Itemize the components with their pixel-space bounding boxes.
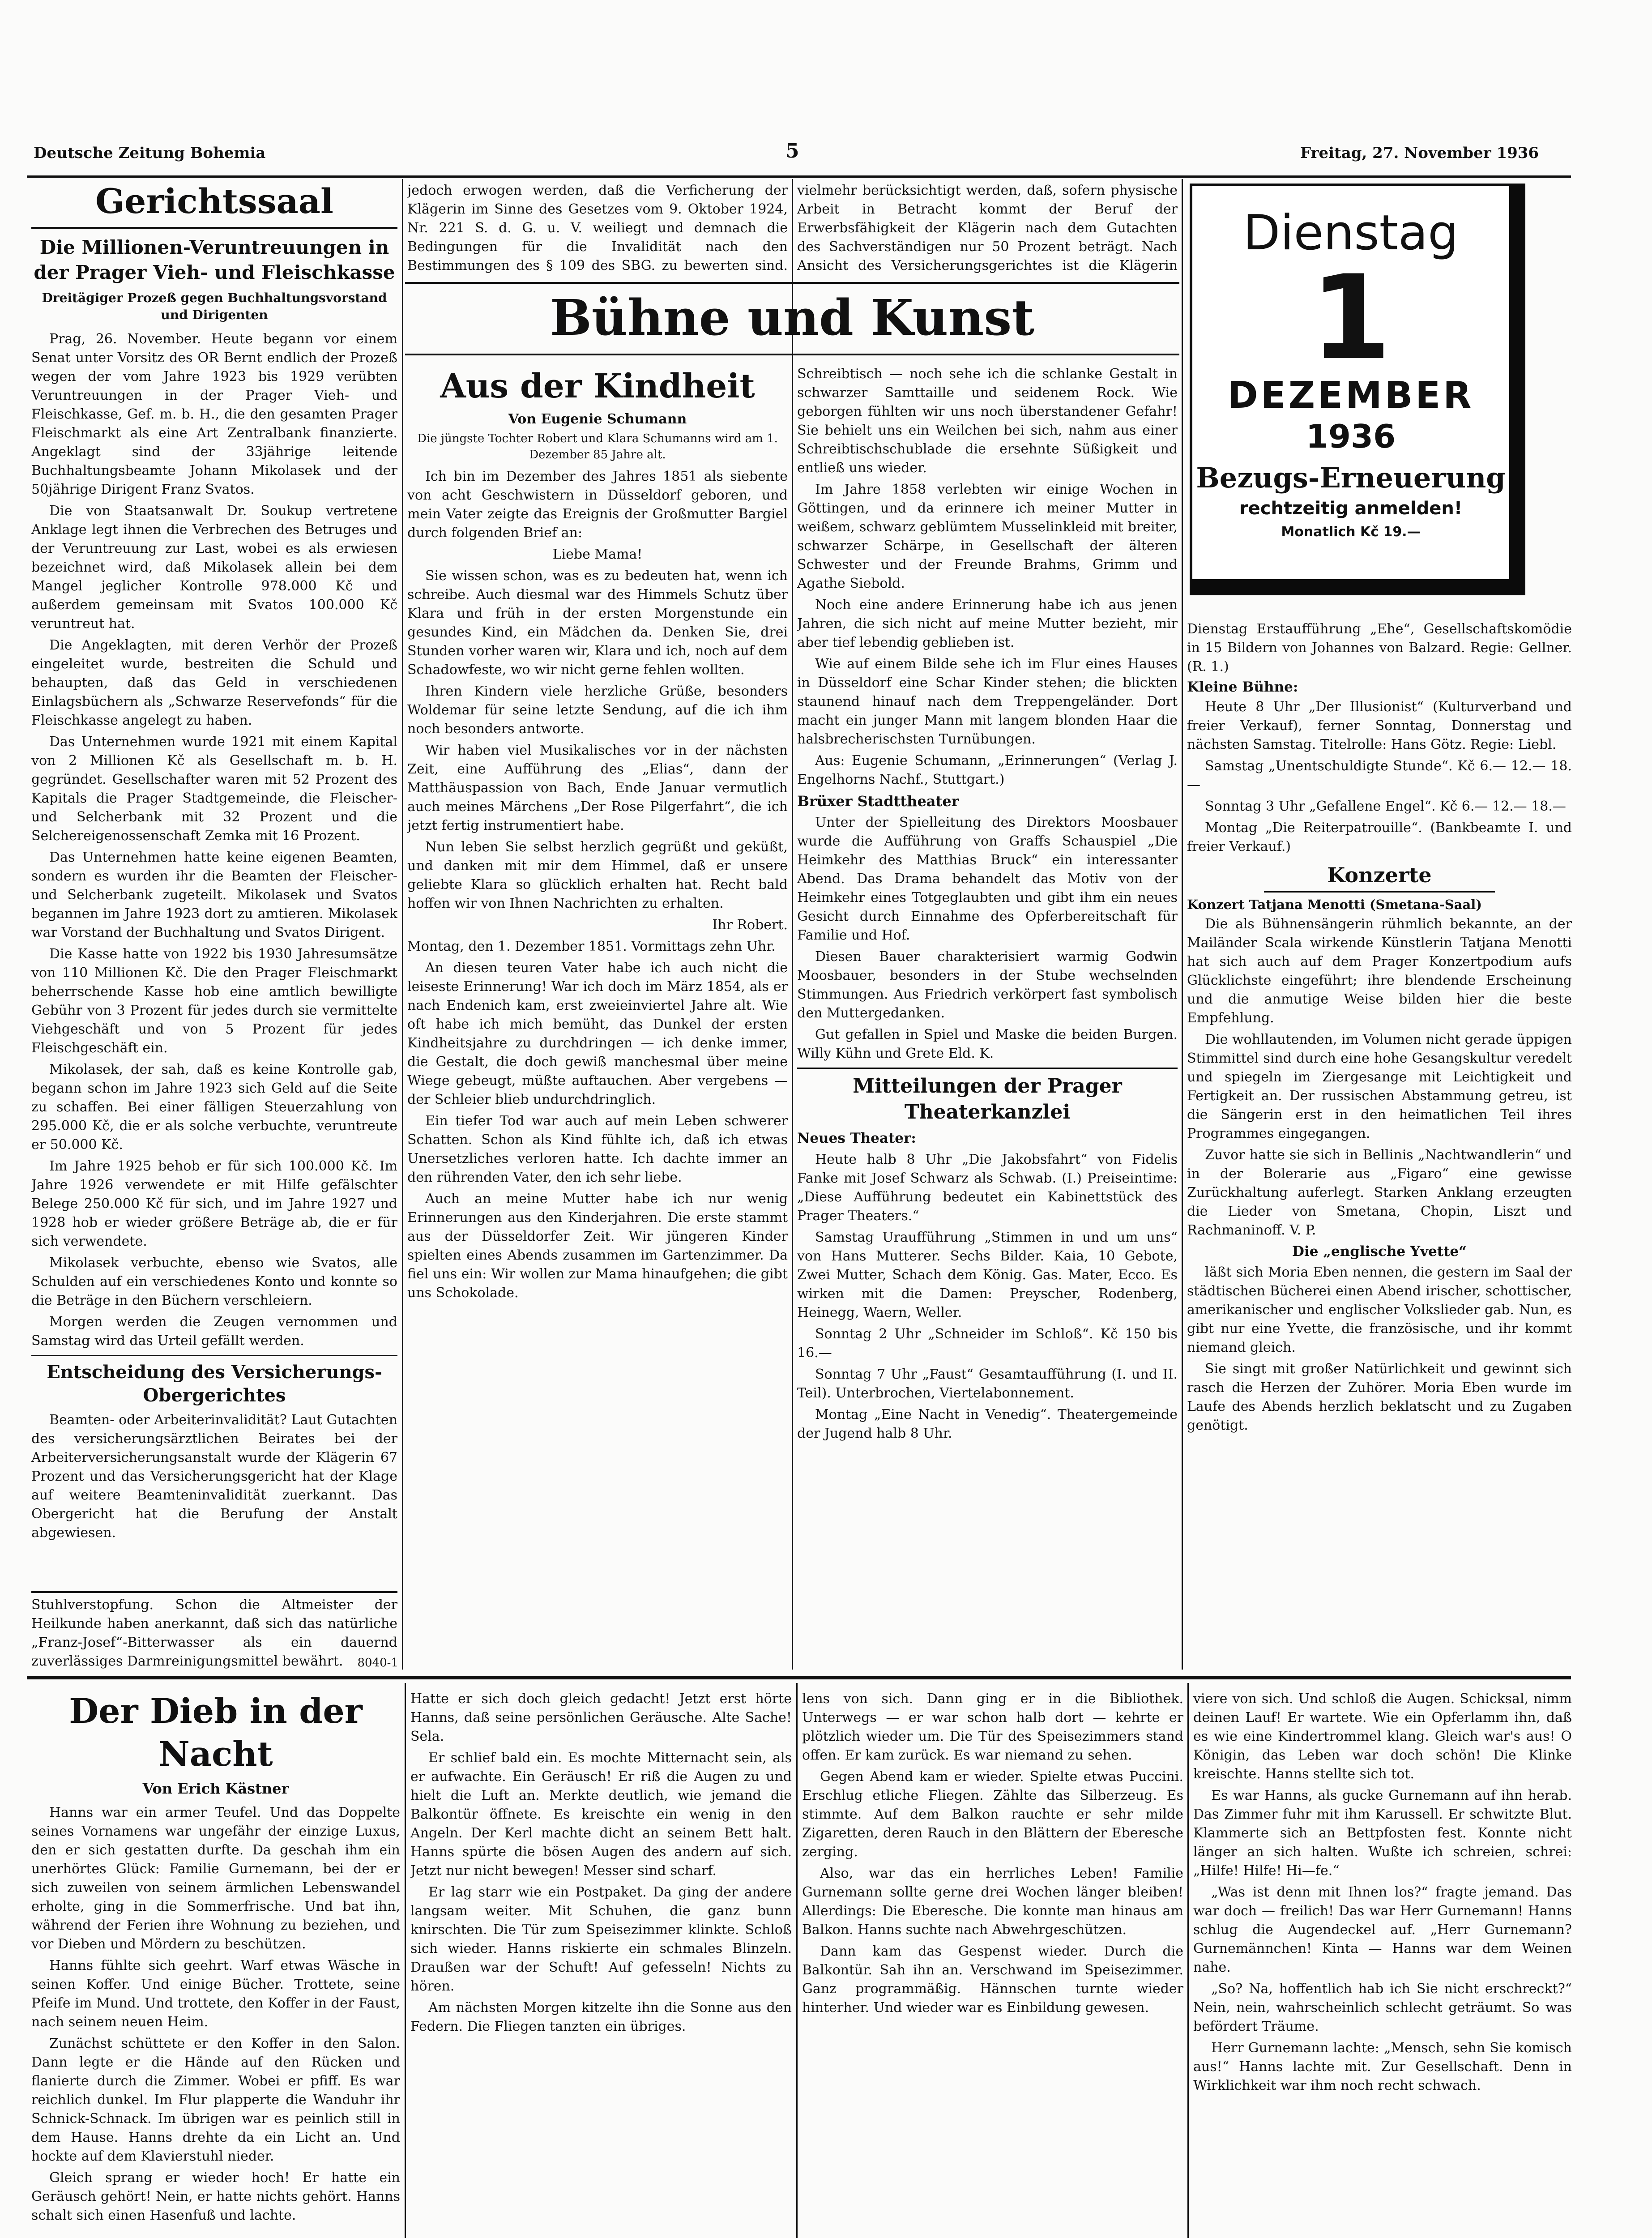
paragraph: Sonntag 7 Uhr „Faust“ Gesamtaufführung (I. und II. Teil). Unterbrochen, Viertelabonnement. <box>797 1367 1178 1401</box>
paragraph: Wie auf einem Bilde sehe ich im Flur eines Hauses in Düsseldorf eine Schar Kinder stehen; die blickten staunend hinauf nach dem Treppengeländer. Dort macht ein junger Mann mit langem blonden Haar die halsbrecherischsten Turnübungen. <box>797 656 1178 747</box>
insurance-headline: Entscheidung des Versicherungs-Obergerichtes <box>47 1362 382 1406</box>
paragraph: Hanns war ein armer Teufel. Und das Doppelte seines Vornamens war ungefähr der einzige Luxus, den er sich gestatten durfte. Da geschah ihm ein unerhörtes Glück: Familie Gurnemann, bei der er sich zuweilen von seinem ärmlichen Lebenswandel erholte, ging in die Sommerfrische. Und bat ihn, während der Ferien ihre Wohnung zu beziehen, und vor Dieben und Mördern zu beschützen. <box>31 1805 400 1952</box>
ad-day-number: 1 <box>1310 251 1392 386</box>
feuilleton-rule <box>27 1676 1571 1679</box>
paragraph: Mikolasek, der sah, daß es keine Kontrolle gab, begann schon im Jahre 1923 sich Geld auf die Seite zu schaffen. Bei einer fälligen Steuerzahlung von 295.000 Kč, die er als solche verbuchte, veruntreute er 50.000 Kč. <box>31 1062 397 1153</box>
court-section-title: Gerichtssaal <box>95 181 333 221</box>
column-divider <box>792 179 793 1670</box>
childhood-body <box>407 467 788 1303</box>
advert-notice-code: 8040-1 <box>357 1656 398 1670</box>
story-body-one <box>31 1803 400 2225</box>
insurance-article-body <box>31 1411 397 1542</box>
paragraph: Die Kasse hatte von 1922 bis 1930 Jahresumsätze von 110 Millionen Kč. Die den Prager Fleischmarkt beherrschende Kasse hob eine amtlich bewilligte Gebühr von 3 Prozent für jedes durch sie vermittelte Viehgeschäft und von 5 Prozent für jedes Fleischgeschäft ein. <box>31 946 397 1056</box>
paragraph: Aus: Eugenie Schumann, „Erinnerungen“ (Verlag J. Engelhorns Nachf., Stuttgart.) <box>797 753 1178 787</box>
header-paper-name: Deutsche Zeitung Bohemia <box>34 144 266 162</box>
banner-rule-top <box>405 282 1179 284</box>
section-rule <box>31 1355 397 1356</box>
paragraph: Ihr Robert. <box>712 917 788 933</box>
paragraph: Ein tiefer Tod war auch auf mein Leben schwerer Schatten. Schon als Kind fühlte ich, daß ich etwas Unersetzliches verloren hatte. Ich dachte immer an den rührenden Vater, den ich sehr liebe. <box>407 1113 788 1185</box>
paragraph: lens von sich. Dann ging er in die Bibliothek. Unterwegs — er war schon halb dort — kehrte er plötzlich wieder um. Die Tür des Speisezimmers stand offen. Er kam zurück. Es war niemand zu sehen. <box>802 1691 1183 1763</box>
small-stage-title: Kleine Bühne: <box>1187 679 1298 695</box>
paragraph: Sie singt mit großer Natürlichkeit und gewinnt sich rasch die Herzen der Zuhörer. Moria Eben wurde im Laufe des Abends herzlich beklatscht und zu Zugaben genötigt. <box>1187 1361 1572 1433</box>
theatre-office-title: Mitteilungen der Prager Theaterkanzlei <box>853 1075 1122 1123</box>
court-headline: Die Millionen-Veruntreuungen in der Prager Vieh- und Fleischkasse <box>34 236 395 283</box>
column-divider <box>402 179 403 1670</box>
paragraph: Also, war das ein herrliches Leben! Familie Gurnemann sollte gerne drei Wochen länger bleiben! Allerdings: Die Eberesche. Die konnte man hinaus am Balkon. Hanns suchte nach Abwehrgeschützen. <box>802 1866 1183 1938</box>
header-rule <box>27 175 1571 178</box>
ad-price: Monatlich Kč 19.— <box>1281 524 1421 540</box>
paragraph: Sonntag 2 Uhr „Schneider im Schloß“. Kč 150 bis 16.— <box>797 1326 1178 1361</box>
subscription-ad-inner <box>1190 184 1512 582</box>
paragraph: Gut gefallen in Spiel und Maske die beiden Burgen. Willy Kühn und Grete Eld. K. <box>797 1027 1178 1061</box>
childhood-continuation <box>797 365 1178 789</box>
paragraph: Samstag Uraufführung „Stimmen in und um uns“ von Hans Mutterer. Sechs Bilder. Kaia, 10 Gebote, Zwei Mutter, Schach dem König. Gas. Mater, Ecco. Es wirken mit die Damen: Preyscher, Rodenberg, Heinegg, Waern, Weller. <box>797 1230 1178 1320</box>
subscription-ad <box>1190 184 1525 595</box>
paragraph: Montag, den 1. Dezember 1851. Vormittags zehn Uhr. <box>407 939 776 954</box>
paragraph: Ich bin im Dezember des Jahres 1851 als siebente von acht Geschwistern in Düsseldorf geboren, und mein Vater zeigte das Ereignis der Großmutter Bargiel durch folgenden Brief an: <box>407 469 788 541</box>
paragraph: Samstag „Unentschuldigte Stunde“. Kč 6.— 12.— 18.— <box>1187 758 1572 793</box>
notice-rule <box>31 1591 397 1593</box>
yvette-title: Die „englische Yvette“ <box>1292 1243 1467 1260</box>
paragraph: Mikolasek verbuchte, ebenso wie Svatos, alle Schulden auf ein verschiedenes Konto und konnte so die Beträge in den Büchern verschleiern. <box>31 1255 397 1308</box>
paragraph: Er lag starr wie ein Postpaket. Da ging der andere langsam weiter. Mit Schuhen, die ganz bunn knirschten. Die Tür zum Speisezimmer klinkte. Schloß sich wieder. Hanns riskierte ein schmales Blinzeln. Draußen war der Schuft! Auf gefesseln! Nichts zu hören. <box>410 1884 792 1994</box>
arts-column-four <box>1187 620 1572 1670</box>
column-divider <box>1187 1683 1189 2238</box>
paragraph: Wir haben viel Musikalisches vor in der nächsten Zeit, eine Aufführung des „Elias“, dann der Matthäuspassion von Bach, Ende Januar vermutlich auch meines Märchens „Der Rose Pilgerfahrt“, die ich jetzt fertig instrumentiert habe. <box>407 743 788 833</box>
paragraph: Heute 8 Uhr „Der Illusionist“ (Kulturverband und freier Verkauf), ferner Sonntag, Donnerstag und nächsten Samstag. Titelrolle: Hans Götz. Regie: Liebl. <box>1187 699 1572 752</box>
paragraph: Hanns fühlte sich geehrt. Warf etwas Wäsche in seinen Koffer. Und einige Bücher. Trottete, seine Pfeife im Mund. Und trottete, den Koffer in der Faust, nach seinem neuen Heim. <box>31 1958 400 2030</box>
childhood-byline: Von Eugenie Schumann <box>508 411 687 427</box>
paragraph: Dienstag Erstaufführung „Ehe“, Gesellschaftskomödie in 15 Bildern von Johannes von Balzard. Regie: Gellner. (R. 1.) <box>1187 621 1572 675</box>
section-rule <box>797 1068 1178 1069</box>
paragraph: Unter der Spielleitung des Direktors Moosbauer wurde die Aufführung von Graffs Schauspiel „Die Heimkehr des Matthias Bruck“ ein interessanter Abend. Das Drama behandelt das Motiv von der Heimkehr eines Totgeglaubten und gibt ihm ein neues Gesicht durch Einnahme des Opferbereitschaft für Familie und Hof. <box>797 815 1178 943</box>
concert-body <box>1187 915 1572 1240</box>
childhood-title: Aus der Kindheit <box>440 367 755 406</box>
ad-year: 1936 <box>1306 418 1396 455</box>
paragraph: Im Jahre 1925 behob er für sich 100.000 Kč. Im Jahre 1926 verwendete er mit Hilfe gefälschter Belege 250.000 Kč für sich, und im Jahre 1927 und 1928 hob er wieder größere Beträge ab, die er für sich verwendete. <box>31 1158 397 1249</box>
concert-subtitle: Konzert Tatjana Menotti (Smetana-Saal) <box>1187 897 1482 912</box>
paragraph: Diesen Bauer charakterisiert warmig Godwin Moosbauer, besonders in der Stube wechselnden Stimmungen. Aus Friedrich verkörpert fast symbolisch den Muttergedanken. <box>797 949 1178 1021</box>
ad-register: rechtzeitig anmelden! <box>1239 498 1463 519</box>
paragraph: Die wohllautenden, im Volumen nicht gerade üppigen Stimmittel sind durch eine hohe Gesangskultur veredelt und spiegeln im Ziergesange mit Leichtigkeit und Fertigkeit an. Der russischen Abstammung getreu, ist die Sängerin erst in den heimatlichen Teil ihres Programmes eingegangen. <box>1187 1032 1572 1141</box>
ad-renewal: Bezugs-Erneuerung <box>1196 461 1506 494</box>
court-subheadline: Dreitägiger Prozeß gegen Buchhaltungsvorstand und Dirigenten <box>42 290 387 322</box>
paragraph: An diesen teuren Vater habe ich auch nicht die leiseste Erinnerung! War ich doch im März 1854, als er nach Endenich kam, erst zweieinviertel Jahre alt. Wie oft habe ich mich bemüht, das Dunkel der ersten Kindheitsjahre zu durchdringen — ich denke immer, die Gestalt, die doch gewiß manchesmal über meine Wiege gebeugt, müßte auftauchen. Aber vergebens — der Schleier blieb undurchdringlich. <box>407 960 788 1107</box>
column-divider <box>405 1683 406 2238</box>
paragraph: Auch an meine Mutter habe ich nur wenig Erinnerungen aus den Kinderjahren. Die erste stammt aus der Düsseldorfer Zeit. Wir jüngeren Kinder spielten eines Abends zusammen im Gartenzimmer. Da fiel uns ein: Wir wollen zur Mama hinaufgehen; die gibt uns Schokolade. <box>407 1191 788 1301</box>
advert-notice-text: Stuhlverstopfung. Schon die Altmeister der Heilkunde haben anerkannt, daß sich das natürliche „Franz-Josef“-Bitterwasser als ein dauernd zuverlässiges Darmreinigungsmittel bewährt. <box>31 1597 397 1669</box>
paragraph: Es war Hanns, als gucke Gurnemann auf ihn herab. Das Zimmer fuhr mit ihm Karussell. Er schwitzte Blut. Klammerte sich an Bettpfosten fest. Konnte nicht länger an sich halten. Wußte ich schreien, schrei: „Hilfe! Hilfe! Hi—fe.“ <box>1193 1788 1572 1879</box>
theatre-office-continuation <box>1187 620 1572 676</box>
paragraph: Heute halb 8 Uhr „Die Jakobsfahrt“ von Fidelis Fanke mit Josef Schwarz als Schwab. (I.) Preiseintime: „Diese Aufführung bedeutet ein Kabinettstück des Prager Theaters.“ <box>797 1152 1178 1224</box>
paragraph: Das Unternehmen hatte keine eigenen Beamten, sondern es wurden ihr die Beamten der Fleischer- und Selcherbank zugeteilt. Mikolasek und Svatos begannen im Jahre 1923 dort zu amtieren. Mikolasek war Vorstand der Buchhaltung und Svatos Dirigent. <box>31 850 397 940</box>
paragraph: Zunächst schüttete er den Koffer in den Salon. Dann legte er die Hände auf den Rücken und flanierte durch die Zimmer. Wobei er pfiff. Es war reichlich dunkel. Im Flur plapperte die Wanduhr ihr Schnick-Schnack. Im übrigen war es peinlich still in dem Hause. Hanns drehte da ein Licht an. Und hockte auf dem Klavierstuhl nieder. <box>31 2036 400 2164</box>
paragraph: „So? Na, hoffentlich hab ich Sie nicht erschreckt?“ Nein, nein, wahrscheinlich schlecht geträumt. So was befördert Träume. <box>1193 1981 1572 2034</box>
paragraph: Die als Bühnensängerin rühmlich bekannte, an der Mailänder Scala wirkende Künstlerin Tatjana Menotti hat sich auch auf dem Prager Konzertpodium aufs Glücklichste eingeführt; ihre blendende Erscheinung und die anmutige Weise bilden hier die beste Empfehlung. <box>1187 916 1572 1026</box>
paragraph: Dann kam das Gespenst wieder. Durch die Balkontür. Sah ihn an. Verschwand im Speisezimmer. Ganz programmäßig. Hännschen turnte wieder hinterher. Und wieder war es Einbildung gewesen. <box>802 1943 1183 2016</box>
paragraph: Herr Gurnemann lachte: „Mensch, sehn Sie komisch aus!“ Hanns lachte mit. Zur Gesellschaft. Denn in Wirklichkeit war ihm noch recht schwach. <box>1193 2040 1572 2093</box>
insurance-continuation-b <box>797 181 1178 275</box>
yvette-body <box>1187 1263 1572 1435</box>
paragraph: „Was ist denn mit Ihnen los?“ fragte jemand. Das war doch — freilich! Das war Herr Gurnemann! Hanns schlug die Augendeckel auf. „Herr Gurnemann? Gurnemännchen! Kinta — Hanns war dem Weinen nahe. <box>1193 1884 1572 1975</box>
story-column-one <box>31 1690 400 2238</box>
brux-theatre-title: Brüxer Stadttheater <box>797 793 959 810</box>
paragraph: Neues Theater: <box>797 1130 916 1146</box>
paragraph: Liebe Mama! <box>552 547 643 562</box>
banner-rule-bottom <box>405 354 1179 355</box>
childhood-article <box>407 365 788 1670</box>
paragraph: jedoch erwogen werden, daß die Verficherung der Klägerin im Sinne des Gesetzes vom 9. Oktober 1924, Nr. 221 S. d. G. u. V. weiliegt und demnach die Bedingungen für die Invalidität nach den Bestimmungen des § 109 des SBG. zu bewerten sind. <box>407 183 788 273</box>
small-stage-body <box>1187 698 1572 856</box>
paragraph: Schreibtisch — noch sehe ich die schlanke Gestalt in schwarzer Samttaille und seidenem Rock. Wie geborgen fühlten wir uns noch überstandener Gefahr! Sie behielt uns ein Weilchen bei sich, nahm aus einer Schreibtischschublade die ersehnte Süßigkeit und entließ uns wieder. <box>797 366 1178 476</box>
column-divider <box>796 1683 798 2238</box>
paragraph: Noch eine andere Erinnerung habe ich aus jenen Jahren, die sich nicht auf meine Mutter bezieht, mir aber tief lebendig geblieben ist. <box>797 597 1178 650</box>
paragraph: Die Angeklagten, mit deren Verhör der Prozeß eingeleitet wurde, bestreiten die Schuld und behaupten, daß das Geld in verschiedenen Einlagsbüchern als „Schwarze Reservefonds“ für die Fleischkasse angelegt zu haben. <box>31 637 397 728</box>
paragraph: Am nächsten Morgen kitzelte ihn die Sonne aus den Federn. Die Fliegen tanzten ein übriges. <box>410 2000 792 2034</box>
paragraph: Morgen werden die Zeugen vernommen und Samstag wird das Urteil gefällt werden. <box>31 1314 397 1349</box>
story-title: Der Dieb in der Nacht <box>69 1691 363 1774</box>
court-section <box>31 181 397 1553</box>
header-date: Freitag, 27. November 1936 <box>1300 144 1539 162</box>
story-byline: Von Erich Kästner <box>142 1780 289 1797</box>
story-column-four <box>1193 1690 1572 2238</box>
paragraph: Gegen Abend kam er wieder. Spielte etwas Puccini. Erschlug etliche Fliegen. Zählte das Silberzeug. Es stimmte. Auf dem Balkon rauchte er sehr milde Zigaretten, deren Rauch in den Blättern der Eberesche zerging. <box>802 1769 1183 1860</box>
paragraph: Montag „Die Reiterpatrouille“. (Bankbeamte I. und freier Verkauf.) <box>1187 820 1572 854</box>
paragraph: Beamten- oder Arbeiterinvalidität? Laut Gutachten des versicherungsärztlichen Beirates bei der Arbeiterversicherungsanstalt wurde der Klägerin 67 Prozent und das Versicherungsgericht hat der Klage auf weitere Beamteninvalidität zuerkannt. Das Obergericht hat die Berufung der Anstalt abgewiesen. <box>31 1412 397 1541</box>
paragraph: viere von sich. Und schloß die Augen. Schicksal, nimm deinen Lauf! Er wartete. Wie ein Opferlamm ihn, daß es wie eine Kindertrommel klang. Gleich war's aus! O Königin, das Leben war doch schön! Die Klinke kreischte. Hanns stellte sich tot. <box>1193 1691 1572 1782</box>
title-rule <box>31 227 397 229</box>
paragraph: Sonntag 3 Uhr „Gefallene Engel“. Kč 6.— 12.— 18.— <box>1205 799 1566 814</box>
advert-notice <box>31 1596 397 1670</box>
paragraph: Sie wissen schon, was es zu bedeuten hat, wenn ich schreibe. Auch diesmal war des Himmels Schutz über Klara und früh in der ersten Morgenstunde ein gesundes Kind, ein Mädchen da. Denken Sie, drei Stunden vorher waren wir, Klara und ich, noch auf dem Schadowfeste, wo wir nicht gerne fehlen wollten. <box>407 568 788 678</box>
story-column-three <box>802 1690 1183 2238</box>
childhood-subtitle: Die jüngste Tochter Robert und Klara Schumanns wird am 1. Dezember 85 Jahre alt. <box>417 432 778 461</box>
paragraph: Das Unternehmen wurde 1921 mit einem Kapital von 2 Millionen Kč als Gesellschaft m. b. H. gegründet. Gesellschafter waren mit 52 Prozent des Kapitals die Prager Stadtgemeinde, die Fleischer- und Selcherbank mit 32 Prozent und die Selchereigenossenschaft Zemka mit 16 Prozent. <box>31 734 397 844</box>
paragraph: Nun leben Sie selbst herzlich gegrüßt und geküßt, und danken mit mir dem Himmel, daß er unsere geliebte Klara so glücklich erhalten hat. Recht bald hoffen wir von Ihnen Nachrichten zu erhalten. <box>407 839 788 911</box>
paragraph: Gleich sprang er wieder hoch! Er hatte ein Geräusch gehört! Nein, er hatte nichts gehört. Hanns schalt sich einen Hasenfuß und lachte. <box>31 2170 400 2223</box>
paragraph: Hatte er sich doch gleich gedacht! Jetzt erst hörte Hanns, daß seine persönlichen Geräusche. Alte Sache! Sela. <box>410 1691 792 1744</box>
paragraph: Zuvor hatte sie sich in Bellinis „Nachtwandlerin“ und in der Bolerarie aus „Figaro“ eine gewisse Zurückhaltung auferlegt. Starken Anklang erzeugten die Lieder von Smetana, Chopin, Liszt und Rachmaninoff. V. P. <box>1187 1147 1572 1238</box>
brux-theatre-body <box>797 813 1178 1063</box>
story-column-two <box>410 1690 792 2238</box>
paragraph: Prag, 26. November. Heute begann vor einem Senat unter Vorsitz des OR Bernt endlich der Prozeß wegen der vom Jahre 1923 bis 1929 verübten Veruntreuungen in der Prager Vieh- und Fleischkasse, Gef. m. b. H., die den gesamten Prager Fleischmarkt als eine Art Zentralbank finanzierte. Angeklagt sind der 33jährige leitende Buchhaltungsbeamte Johann Mikolasek und der 50jährige Dirigent Franz Svatos. <box>31 331 397 497</box>
court-article-body <box>31 330 397 1350</box>
theatre-office-body <box>797 1129 1178 1443</box>
paragraph: Im Jahre 1858 verlebten wir einige Wochen in Göttingen, und da erinnere ich meiner Mutter in weißem, schwarz geblümtem Musselinkleid mit breiter, schwarzer Schärpe, in Gesellschaft der älteren Schwester und der Freunde Brahms, Grimm und Agathe Siebold. <box>797 482 1178 591</box>
concerts-title: Konzerte <box>1327 863 1432 887</box>
column-divider <box>1182 179 1183 1670</box>
paragraph: läßt sich Moria Eben nennen, die gestern im Saal der städtischen Bücherei einen Abend irischer, schottischer, amerikanischer und englischer Volkslieder gab. Nun, es gibt nur eine Yvette, die französische, und ihr kommt niemand gleich. <box>1187 1264 1572 1355</box>
paragraph: Ihren Kindern viele herzliche Grüße, besonders Woldemar für seine letzte Sendung, auf die ich ihm noch besonders antworte. <box>407 683 788 737</box>
arts-section-title: Bühne und Kunst <box>550 289 1035 346</box>
paragraph: Er schlief bald ein. Es mochte Mitternacht sein, als er aufwachte. Ein Geräusch! Er riß die Augen zu und hielt die Luft an. Merkte deutlich, wie jemand die Balkontür öffnete. Es kreischte ein wenig in den Angeln. Der Kerl machte dicht an seinem Bett halt. Hanns spürte die bösen Augen des andern auf sich. Jetzt nur nicht bewegen! Messer sind scharf. <box>410 1750 792 1879</box>
ad-day: Dienstag <box>1243 205 1459 261</box>
arts-column-three <box>797 365 1178 1670</box>
insurance-continuation-a <box>407 181 788 275</box>
ad-month: DEZEMBER <box>1227 374 1474 417</box>
paragraph: vielmehr berücksichtigt werden, daß, sofern physische Arbeit in Betracht kommt der Beruf der Erwerbsfähigkeit der Klägerin nach dem Gutachten des Sachverständigen nur 50 Prozent beträgt. Nach Ansicht des Versicherungsgerichtes ist die Klägerin <box>797 183 1178 273</box>
header-page-number: 5 <box>785 140 799 162</box>
title-rule <box>1264 891 1495 893</box>
paragraph: Montag „Eine Nacht in Venedig“. Theatergemeinde der Jugend halb 8 Uhr. <box>797 1407 1178 1441</box>
paragraph: Die von Staatsanwalt Dr. Soukup vertretene Anklage legt ihnen die Verbrechen des Betruges und der Veruntreuung zur Last, wobei es als erwiesen bezeichnet wird, daß Mikolasek allein bei dem Mangel jeglicher Kontrolle 978.000 Kč und außerdem gemeinsam mit Svatos 100.000 Kč veruntreut hat. <box>31 503 397 632</box>
